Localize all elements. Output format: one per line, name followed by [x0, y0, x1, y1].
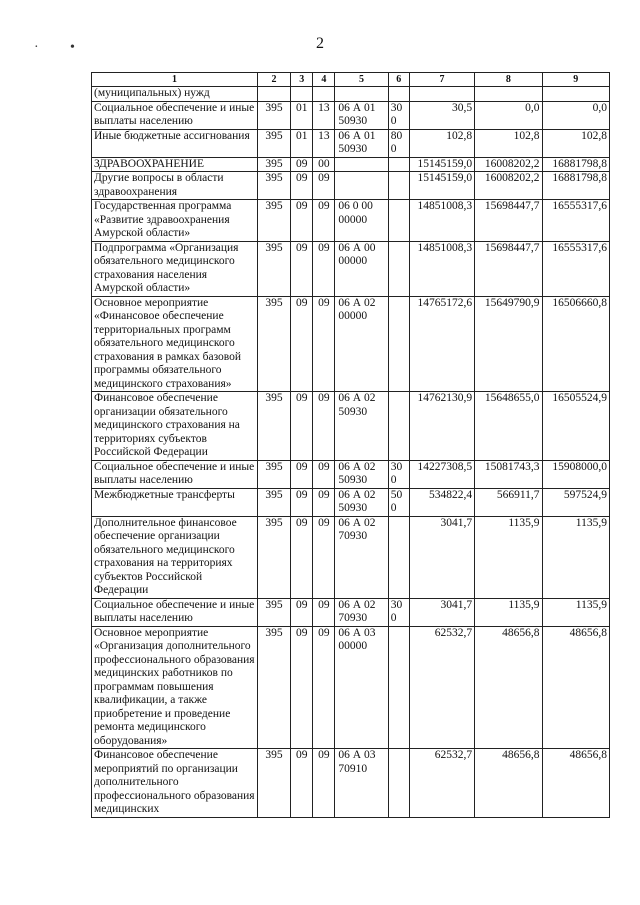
section-cell: 09 — [291, 157, 313, 172]
subsection-cell: 13 — [313, 129, 335, 157]
section-cell — [291, 87, 313, 102]
subsection-cell: 09 — [313, 241, 335, 296]
table-row — [92, 749, 610, 818]
amount-year1-cell — [409, 87, 474, 102]
subsection-cell: 13 — [313, 101, 335, 129]
subsection-cell: 09 — [313, 626, 335, 749]
table-row — [92, 241, 610, 296]
table-row — [92, 172, 610, 200]
target-article-cell — [335, 157, 388, 172]
amount-year2-cell — [475, 87, 542, 102]
subsection-cell: 09 — [313, 749, 335, 818]
ministry-code-cell: 395 — [257, 626, 290, 749]
amount-year1-cell: 3041,7 — [409, 516, 474, 598]
row-name-cell: Финансовое обеспечение организации обязательного медицинского страхования на территориях субъектов Российской Федерации — [92, 392, 258, 461]
target-article-cell: 06 А 02 70930 — [335, 598, 388, 626]
section-cell: 09 — [291, 296, 313, 392]
row-name-cell: Государственная программа «Развитие здравоохранения Амурской области» — [92, 200, 258, 242]
row-name-cell: Дополнительное финансовое обеспечение организации обязательного медицинского страхования на территориях субъектов Российской Федерации — [92, 516, 258, 598]
ministry-code-cell: 395 — [257, 749, 290, 818]
expense-type-cell — [388, 516, 409, 598]
table-row — [92, 157, 610, 172]
subsection-cell: 09 — [313, 296, 335, 392]
target-article-cell: 06 А 03 70910 — [335, 749, 388, 818]
column-header: 8 — [475, 73, 542, 87]
expense-type-cell — [388, 172, 409, 200]
section-cell: 09 — [291, 392, 313, 461]
expense-type-cell — [388, 87, 409, 102]
target-article-cell — [335, 172, 388, 200]
section-cell: 09 — [291, 626, 313, 749]
amount-year2-cell: 15648655,0 — [475, 392, 542, 461]
target-article-cell: 06 А 02 50930 — [335, 460, 388, 488]
target-article-cell: 06 А 02 50930 — [335, 392, 388, 461]
amount-year2-cell: 16008202,2 — [475, 172, 542, 200]
expense-type-cell — [388, 626, 409, 749]
section-cell: 09 — [291, 598, 313, 626]
table-row — [92, 460, 610, 488]
amount-year1-cell: 15145159,0 — [409, 157, 474, 172]
ministry-code-cell: 395 — [257, 172, 290, 200]
expense-type-cell — [388, 749, 409, 818]
column-header: 1 — [92, 73, 258, 87]
target-article-cell: 06 0 00 00000 — [335, 200, 388, 242]
ministry-code-cell: 395 — [257, 157, 290, 172]
expense-type-cell — [388, 296, 409, 392]
table-row — [92, 626, 610, 749]
ministry-code-cell: 395 — [257, 129, 290, 157]
section-cell: 09 — [291, 241, 313, 296]
target-article-cell: 06 А 02 50930 — [335, 488, 388, 516]
row-name-cell: ЗДРАВООХРАНЕНИЕ — [92, 157, 258, 172]
table-row — [92, 129, 610, 157]
ministry-code-cell: 395 — [257, 516, 290, 598]
section-cell: 09 — [291, 488, 313, 516]
expense-type-cell: 300 — [388, 460, 409, 488]
table-header-row — [92, 73, 610, 87]
amount-year2-cell: 48656,8 — [475, 626, 542, 749]
amount-year3-cell: 0,0 — [542, 101, 609, 129]
amount-year3-cell: 16555317,6 — [542, 200, 609, 242]
target-article-cell: 06 А 03 00000 — [335, 626, 388, 749]
table-row — [92, 101, 610, 129]
ministry-code-cell: 395 — [257, 200, 290, 242]
amount-year1-cell: 3041,7 — [409, 598, 474, 626]
target-article-cell: 06 А 02 00000 — [335, 296, 388, 392]
table-row — [92, 87, 610, 102]
row-name-cell: Иные бюджетные ассигнования — [92, 129, 258, 157]
column-header: 3 — [291, 73, 313, 87]
ministry-code-cell: 395 — [257, 101, 290, 129]
amount-year3-cell: 1135,9 — [542, 598, 609, 626]
row-name-cell: Финансовое обеспечение мероприятий по организации дополнительного профессионального образования медицинских — [92, 749, 258, 818]
section-cell: 09 — [291, 460, 313, 488]
amount-year3-cell: 16506660,8 — [542, 296, 609, 392]
section-cell: 09 — [291, 749, 313, 818]
subsection-cell: 09 — [313, 488, 335, 516]
section-cell: 09 — [291, 516, 313, 598]
section-cell: 01 — [291, 129, 313, 157]
amount-year2-cell: 566911,7 — [475, 488, 542, 516]
table-row — [92, 392, 610, 461]
amount-year2-cell: 15698447,7 — [475, 200, 542, 242]
subsection-cell: 09 — [313, 392, 335, 461]
column-header: 5 — [335, 73, 388, 87]
row-name-cell: Подпрограмма «Организация обязательного медицинского страхования населения Амурской области» — [92, 241, 258, 296]
column-header: 7 — [409, 73, 474, 87]
amount-year1-cell: 62532,7 — [409, 749, 474, 818]
subsection-cell: 09 — [313, 172, 335, 200]
scan-mark: • — [70, 40, 75, 55]
section-cell: 09 — [291, 200, 313, 242]
row-name-cell: Другие вопросы в области здравоохранения — [92, 172, 258, 200]
amount-year2-cell: 16008202,2 — [475, 157, 542, 172]
amount-year2-cell: 1135,9 — [475, 516, 542, 598]
target-article-cell: 06 А 00 00000 — [335, 241, 388, 296]
ministry-code-cell: 395 — [257, 598, 290, 626]
amount-year3-cell: 48656,8 — [542, 626, 609, 749]
table-row — [92, 598, 610, 626]
amount-year1-cell: 30,5 — [409, 101, 474, 129]
amount-year1-cell: 62532,7 — [409, 626, 474, 749]
page-number: 2 — [316, 35, 324, 52]
target-article-cell: 06 А 01 50930 — [335, 101, 388, 129]
amount-year2-cell: 1135,9 — [475, 598, 542, 626]
amount-year1-cell: 102,8 — [409, 129, 474, 157]
row-name-cell: Социальное обеспечение и иные выплаты населению — [92, 101, 258, 129]
row-name-cell: Основное мероприятие «Финансовое обеспечение территориальных программ обязательного медицинского страхования в рамках базовой программы обязательного медицинского страхования» — [92, 296, 258, 392]
row-name-cell: Основное мероприятие «Организация дополнительного профессионального образования медицинских работников по программам повышения квалификации, а также приобретение и проведение ремонта медицинского оборудования» — [92, 626, 258, 749]
amount-year2-cell: 15081743,3 — [475, 460, 542, 488]
target-article-cell: 06 А 01 50930 — [335, 129, 388, 157]
amount-year2-cell: 102,8 — [475, 129, 542, 157]
amount-year3-cell: 48656,8 — [542, 749, 609, 818]
ministry-code-cell — [257, 87, 290, 102]
amount-year3-cell: 16881798,8 — [542, 172, 609, 200]
subsection-cell: 09 — [313, 460, 335, 488]
ministry-code-cell: 395 — [257, 241, 290, 296]
amount-year3-cell: 597524,9 — [542, 488, 609, 516]
subsection-cell: 09 — [313, 598, 335, 626]
amount-year1-cell: 14765172,6 — [409, 296, 474, 392]
table-row — [92, 296, 610, 392]
expense-type-cell — [388, 392, 409, 461]
section-cell: 01 — [291, 101, 313, 129]
column-header: 4 — [313, 73, 335, 87]
subsection-cell: 09 — [313, 516, 335, 598]
ministry-code-cell: 395 — [257, 392, 290, 461]
amount-year2-cell: 48656,8 — [475, 749, 542, 818]
target-article-cell: 06 А 02 70930 — [335, 516, 388, 598]
row-name-cell: Социальное обеспечение и иные выплаты населению — [92, 460, 258, 488]
expense-type-cell: 500 — [388, 488, 409, 516]
row-name-cell: (муниципальных) нужд — [92, 87, 258, 102]
expense-type-cell: 800 — [388, 129, 409, 157]
table-row — [92, 516, 610, 598]
ministry-code-cell: 395 — [257, 488, 290, 516]
amount-year1-cell: 14227308,5 — [409, 460, 474, 488]
amount-year3-cell: 15908000,0 — [542, 460, 609, 488]
column-header: 9 — [542, 73, 609, 87]
amount-year2-cell: 0,0 — [475, 101, 542, 129]
amount-year3-cell: 102,8 — [542, 129, 609, 157]
expense-type-cell — [388, 241, 409, 296]
amount-year1-cell: 14762130,9 — [409, 392, 474, 461]
target-article-cell — [335, 87, 388, 102]
ministry-code-cell: 395 — [257, 460, 290, 488]
budget-table — [91, 72, 610, 818]
amount-year3-cell: 16881798,8 — [542, 157, 609, 172]
expense-type-cell: 300 — [388, 101, 409, 129]
amount-year2-cell: 15698447,7 — [475, 241, 542, 296]
column-header: 2 — [257, 73, 290, 87]
ministry-code-cell: 395 — [257, 296, 290, 392]
amount-year1-cell: 534822,4 — [409, 488, 474, 516]
row-name-cell: Межбюджетные трансферты — [92, 488, 258, 516]
column-header: 6 — [388, 73, 409, 87]
amount-year3-cell: 1135,9 — [542, 516, 609, 598]
amount-year1-cell: 15145159,0 — [409, 172, 474, 200]
amount-year2-cell: 15649790,9 — [475, 296, 542, 392]
subsection-cell: 00 — [313, 157, 335, 172]
expense-type-cell — [388, 200, 409, 242]
scan-mark: · — [34, 40, 39, 55]
table-row — [92, 200, 610, 242]
section-cell: 09 — [291, 172, 313, 200]
amount-year1-cell: 14851008,3 — [409, 200, 474, 242]
amount-year3-cell: 16505524,9 — [542, 392, 609, 461]
table-row — [92, 488, 610, 516]
amount-year1-cell: 14851008,3 — [409, 241, 474, 296]
subsection-cell: 09 — [313, 200, 335, 242]
subsection-cell — [313, 87, 335, 102]
amount-year3-cell — [542, 87, 609, 102]
expense-type-cell — [388, 157, 409, 172]
row-name-cell: Социальное обеспечение и иные выплаты населению — [92, 598, 258, 626]
expense-type-cell: 300 — [388, 598, 409, 626]
amount-year3-cell: 16555317,6 — [542, 241, 609, 296]
